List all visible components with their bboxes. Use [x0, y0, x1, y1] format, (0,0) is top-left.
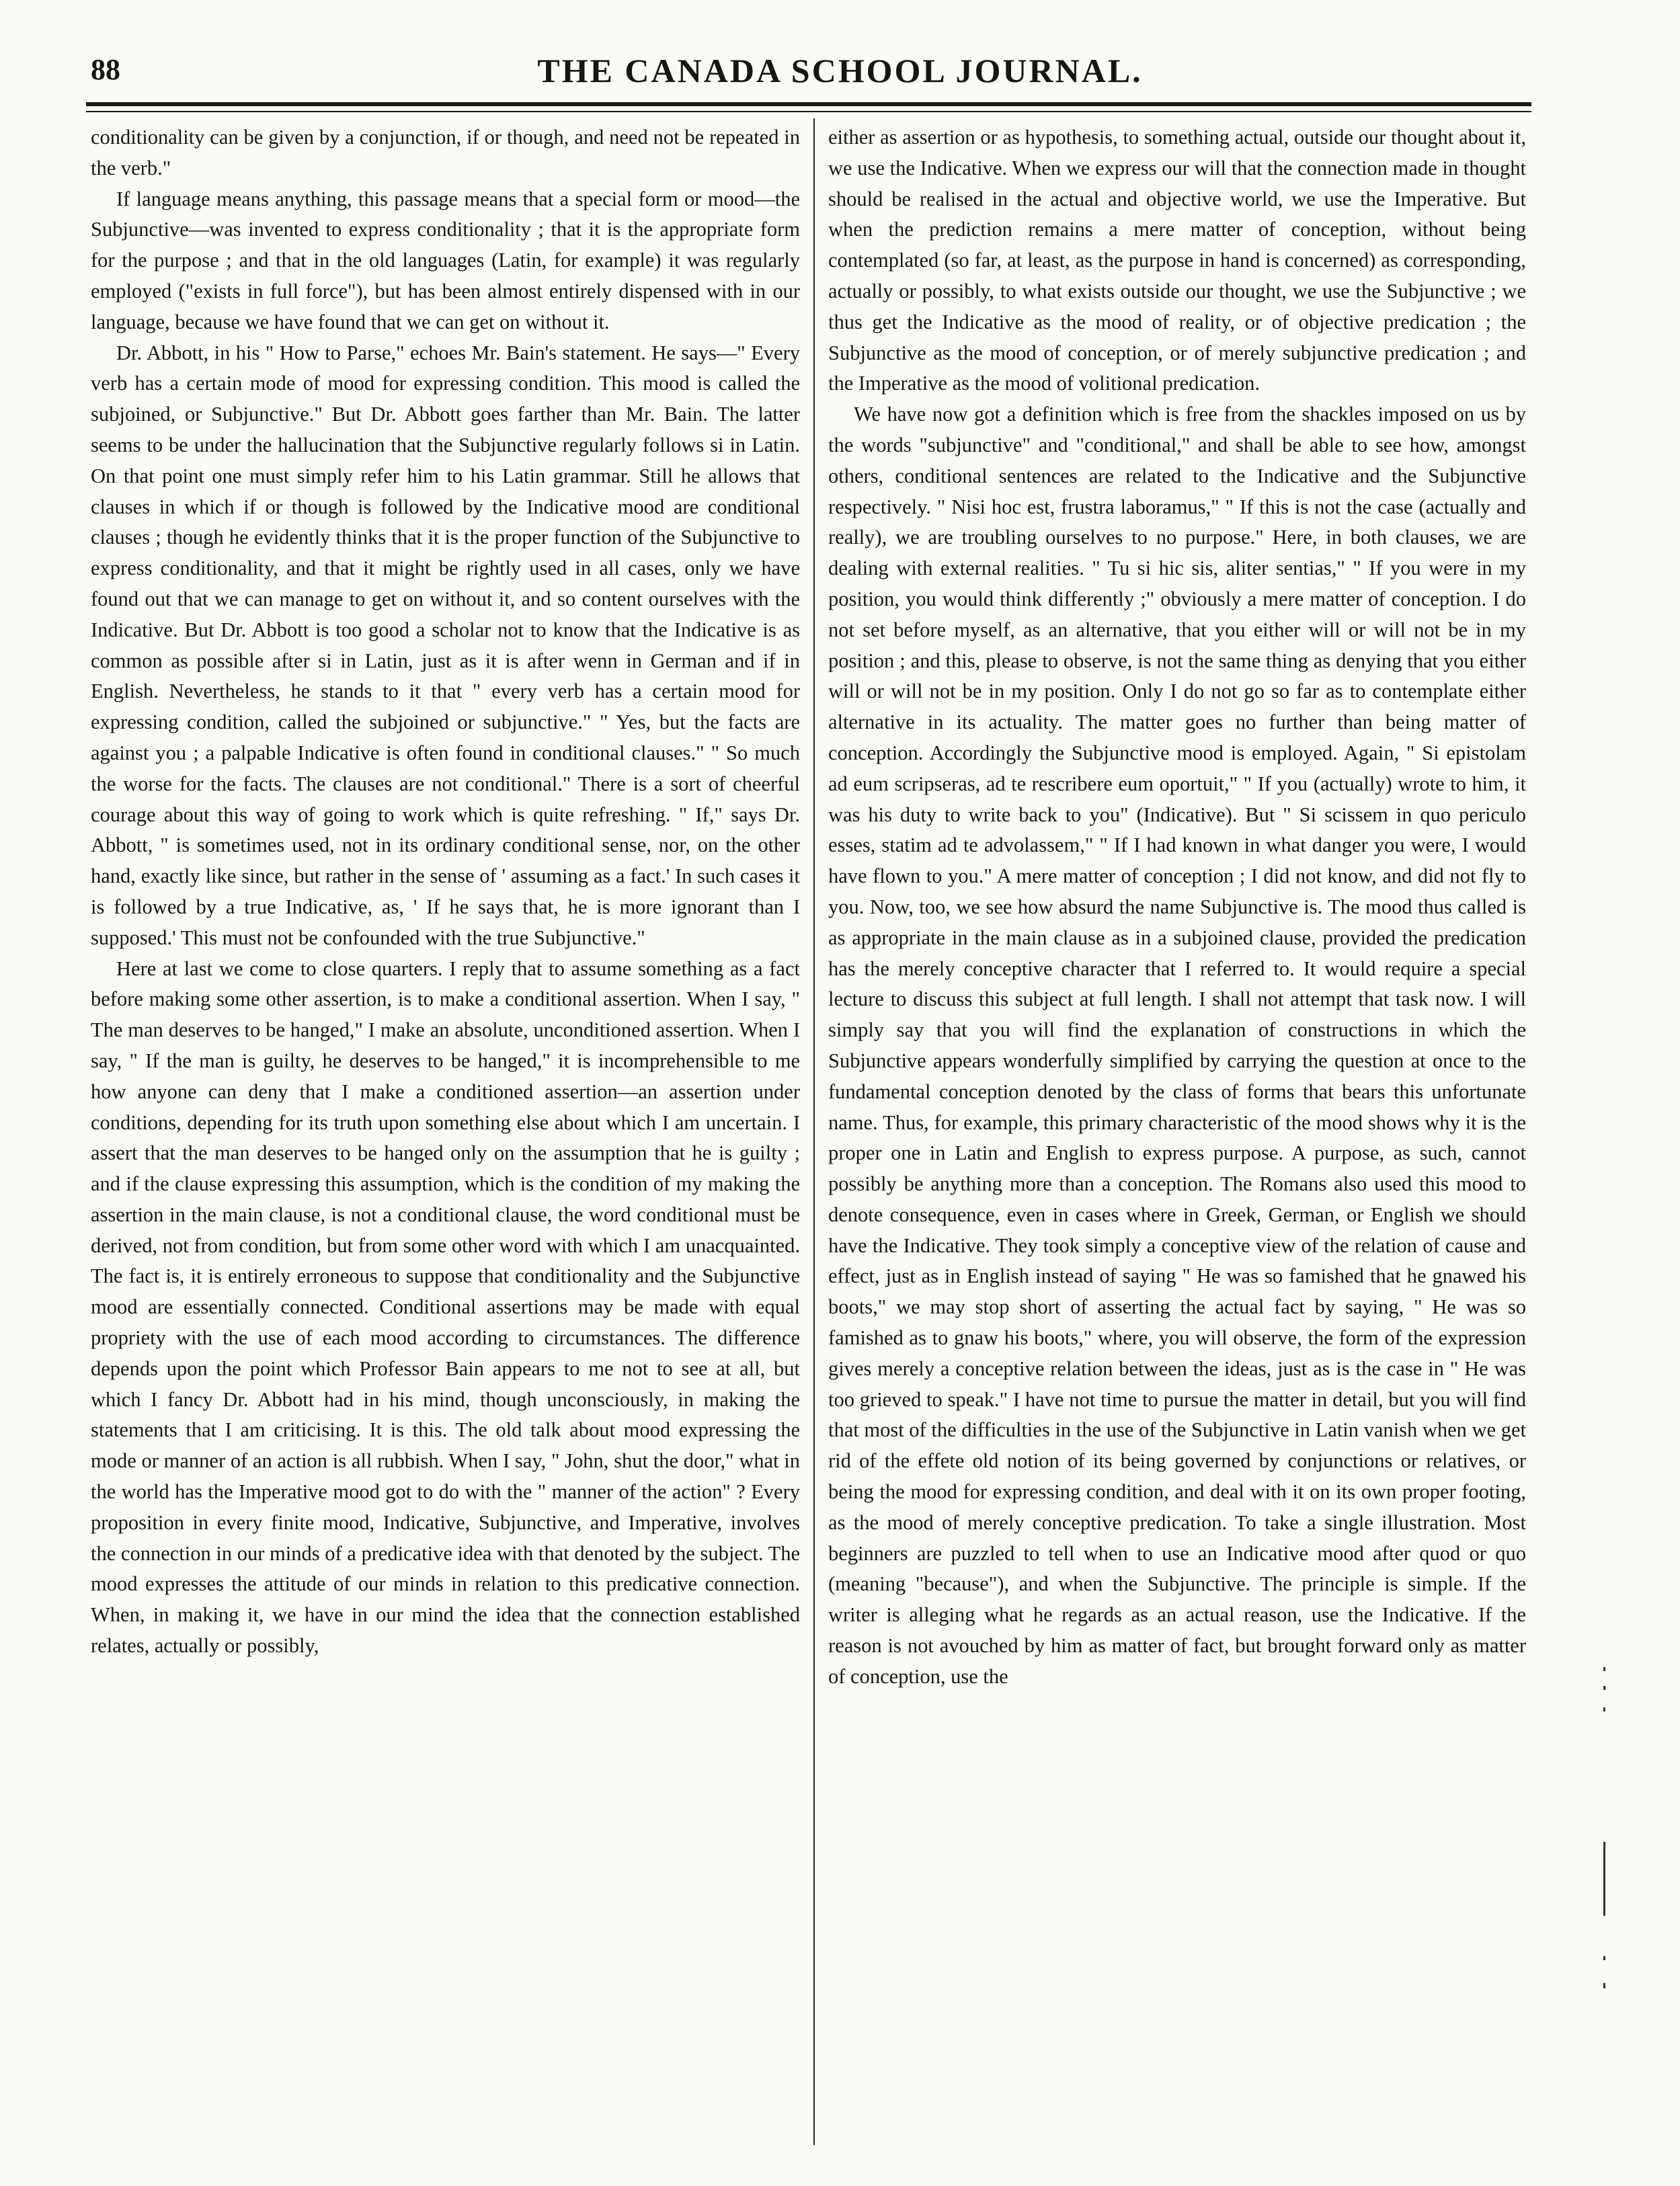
header-rule-thin	[86, 111, 1531, 112]
paragraph: either as assertion or as hypothesis, to something actual, outside our thought about it, we use the Indicative. When we express our will that the connection made in thought should be realised in the actual and objective world, we use the Imperative. But when the prediction remains a mere matter of conception, without being contemplated (so far, at least, as the purpose in hand is concerned) as corresponding, actually or possibly, to what exists outside our thought, we use the Subjunctive ; we thus get the Indicative as the mood of reality, or of objective predication ; the Subjunctive as the mood of conception, or of merely subjunctive predication ; and the Imperative as the mood of volitional predication.	[828, 126, 1526, 395]
paragraph: Dr. Abbott, in his " How to Parse," echoes Mr. Bain's statement. He says—" Every verb has a certain mode of mood for expressing condition. This mood is called the subjoined, or Subjunctive." But Dr. Abbott goes farther than Mr. Bain. The latter seems to be under the hallucination that the Subjunctive regularly follows si in Latin. On that point one must simply refer him to his Latin grammar. Still he allows that clauses in which if or though is followed by the Indicative mood are conditional clauses ; though he evidently thinks that it is the proper function of the Subjunctive to express conditionality, and that it might be rightly used in all cases, only we have found out that we can manage to get on without it, and so content ourselves with the Indicative. But Dr. Abbott is too good a scholar not to know that the Indicative is as common as possible after si in Latin, just as it is after wenn in German and if in English. Nevertheless, he stands to it that " every verb has a certain mood for expressing condition, called the subjoined or subjunctive." " Yes, but the facts are against you ; a palpable Indicative is often found in conditional clauses." " So much the worse for the facts. The clauses are not conditional." There is a sort of cheerful courage about this way of going to work which is quite refreshing. " If," says Dr. Abbott, " is sometimes used, not in its ordinary conditional sense, nor, on the other hand, exactly like since, but rather in the sense of ' assuming as a fact.' In such cases it is followed by a true Indicative, as, ' If he says that, he is more ignorant than I supposed.' This must not be confounded with the true Subjunctive."	[91, 341, 800, 949]
header-rule-thick	[86, 102, 1531, 106]
margin-specks	[1602, 1667, 1607, 2017]
right-column	[828, 122, 1526, 2146]
paragraph: Here at last we come to close quarters. I reply that to assume something as a fact before making some other assertion, is to make a conditional assertion. When I say, " The man deserves to be hanged," I make an absolute, unconditioned assertion. When I say, " If the man is guilty, he deserves to be hanged," it is incomprehensible to me how anyone can deny that I make a conditioned assertion—an assertion under conditions, depending for its truth upon something else about which I am uncertain. I assert that the man deserves to be hanged only on the assumption that he is guilty ; and if the clause expressing this assumption, which is the condition of my making the assertion in the main clause, is not a conditional clause, the word conditional must be derived, not from condition, but from some other word with which I am unacquainted. The fact is, it is entirely erroneous to suppose that conditionality and the Subjunctive mood are essentially connected. Conditional assertions may be made with equal propriety with the use of each mood according to circumstances. The difference depends upon the point which Professor Bain appears to me not to see at all, but which I fancy Dr. Abbott had in his mind, though unconsciously, in making the statements that I am criticising. It is this. The old talk about mood expressing the mode or manner of an action is all rubbish. When I say, " John, shut the door," what in the world has the Imperative mood got to do with the " manner of the action" ? Every proposition in every finite mood, Indicative, Subjunctive, and Imperative, involves the connection in our minds of a predicative idea with that denoted by the subject. The mood expresses the attitude of our minds in relation to this predicative connection. When, in making it, we have in our mind the idea that the connection established relates, actually or possibly,	[91, 957, 800, 1658]
left-column	[91, 122, 800, 2146]
column-divider	[813, 118, 815, 2145]
page-number: 88	[91, 53, 120, 86]
paragraph: We have now got a definition which is free from the shackles imposed on us by the words "subjunctive" and "conditional," and shall be able to see how, amongst others, conditional sentences are related to the Indicative and the Subjunctive respectively. " Nisi hoc est, frustra laboramus," " If this is not the case (actually and really), we are troubling ourselves to no purpose." Here, in both clauses, we are dealing with external realities. " Tu si hic sis, aliter sentias," " If you were in my position, you would think differently ;" obviously a mere matter of conception. I do not set before myself, as an alternative, that you either will or will not be in my position ; and this, please to observe, is not the same thing as denying that you either will or will not be in my position. Only I do not go so far as to contemplate either alternative in its actuality. The matter goes no further than being matter of conception. Accordingly the Subjunctive mood is employed. Again, " Si epistolam ad eum scripseras, ad te rescribere eum oportuit," " If you (actually) wrote to him, it was his duty to write back to you" (Indicative). But " Si scissem in quo periculo esses, statim ad te advolassem," " If I had known in what danger you were, I would have flown to you." A mere matter of conception ; I did not know, and did not fly to you. Now, too, we see how absurd the name Subjunctive is. The mood thus called is as appropriate in the main clause as in a subjoined clause, provided the predication has the merely conceptive character that I referred to. It would require a special lecture to discuss this subject at full length. I shall not attempt that task now. I will simply say that you will find the explanation of constructions in which the Subjunctive appears wonderfully simplified by carrying the question at once to the fundamental conception denoted by the class of forms that bears this unfortunate name. Thus, for example, this primary characteristic of the mood shows why it is the proper one in Latin and English to express purpose. A purpose, as such, cannot possibly be anything more than a conception. The Romans also used this mood to denote consequence, even in cases where in Greek, German, or English we should have the Indicative. They took simply a conceptive view of the relation of cause and effect, just as in English instead of saying " He was so famished that he gnawed his boots," we may stop short of asserting the actual fact by saying, " He was so famished as to gnaw his boots," where, you will observe, the form of the expression gives merely a conceptive relation between the ideas, just as is the case in " He was too grieved to speak." I have not time to pursue the matter in detail, but you will find that most of the difficulties in the use of the Subjunctive in Latin vanish when we get rid of the effete old notion of its being governed by conjunctions or relatives, or being the mood for expressing condition, and deal with it on its own proper footing, as the mood of merely conceptive predication. To take a single illustration. Most beginners are puzzled to tell when to use an Indicative mood after quod or quo (meaning "because"), and when the Subjunctive. The principle is simple. If the writer is alleging what he regards as an actual reason, use the Indicative. If the reason is not avouched by him as matter of fact, but brought forward only as matter of conception, use the	[828, 403, 1526, 1688]
running-title: THE CANADA SCHOOL JOURNAL.	[537, 52, 1143, 89]
paragraph: If language means anything, this passage means that a special form or mood—the Subjunctive—was invented to express conditionality ; that it is the appropriate form for the purpose ; and that in the old languages (Latin, for example) it was regularly employed ("exists in full force"), but has been almost entirely dispensed with in our language, because we have found that we can get on without it.	[91, 187, 800, 333]
paragraph: conditionality can be given by a conjunction, if or though, and need not be repeated in the verb."	[91, 126, 800, 179]
